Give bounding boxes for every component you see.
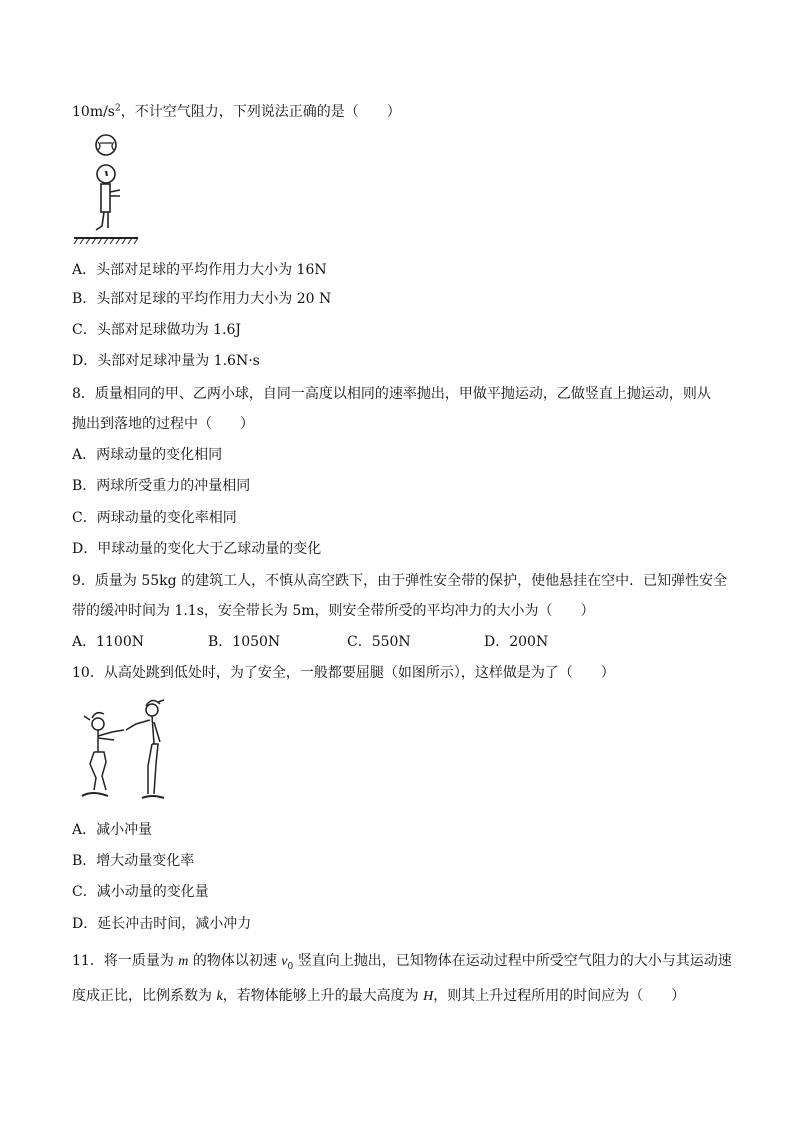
q11-l1-b: 的物体以初速 (188, 953, 282, 969)
q8-option-c: C．两球动量的变化率相同 (72, 510, 237, 526)
q7-option-b: B．头部对足球的平均作用力大小为 20 N (72, 291, 332, 307)
q11-stem-line1 (72, 952, 732, 976)
q7-intro-prefix: 10m/s (72, 104, 115, 120)
q9-stem-line2: 带的缓冲时间为 1.1s，安全带长为 5m，则安全带所受的平均冲力的大小为（ ） (72, 603, 595, 619)
q7-option-c: C．头部对足球做功为 1.6J (72, 322, 242, 338)
q7-intro-suffix: ，不计空气阻力，下列说法正确的是（ ） (120, 104, 401, 120)
q9-stem-line1: 9．质量为 55kg 的建筑工人，不慎从高空跌下，由于弹性安全带的保护，使他悬挂在空中．已知弹性安全 (72, 573, 728, 589)
q11-var-k: k (216, 989, 223, 1004)
q8-option-a: A．两球动量的变化相同 (72, 447, 223, 463)
q10-option-a: A．减小冲量 (72, 822, 153, 838)
q11-var-v-sub: 0 (287, 961, 294, 972)
q11-l2-b: ，若物体能够上升的最大高度为 (222, 988, 424, 1004)
q7-intro-sup: 2 (115, 103, 121, 114)
q10-option-b: B．增大动量变化率 (72, 853, 195, 869)
jumping-figure (78, 698, 184, 802)
q9-option-a: A．1100N (72, 634, 144, 650)
q8-option-d: D．甲球动量的变化大于乙球动量的变化 (72, 541, 322, 557)
q10-option-d: D．延长冲击时间，减小冲力 (72, 916, 252, 932)
q11-l1-c: 竖直向上抛出，已知物体在运动过程中所受空气阻力的大小与其运动速 (293, 953, 732, 969)
q7-option-d: D．头部对足球冲量为 1.6N·s (72, 353, 260, 369)
q7-intro-line (72, 103, 401, 121)
q11-var-m: m (178, 954, 189, 969)
q9-option-b: B．1050N (208, 634, 281, 650)
q8-stem-line2: 抛出到落地的过程中（ ） (72, 416, 254, 432)
q9-option-d: D．200N (484, 634, 549, 650)
q9-option-c: C．550N (347, 634, 411, 650)
ball-icon (96, 135, 116, 155)
q11-l2-c: ，则其上升过程所用的时间应为（ ） (433, 988, 686, 1004)
q10-stem: 10．从高处跳到低处时，为了安全，一般都要屈腿（如图所示），这样做是为了（ ） (72, 665, 615, 681)
q9-options-row (72, 633, 732, 651)
q8-stem-line1: 8．质量相同的甲、乙两小球，自同一高度以相同的速率抛出，甲做平抛运动，乙做竖直上抛运动，则从 (72, 386, 711, 402)
q11-l1-a: 11．将一质量为 (72, 953, 179, 969)
q7-option-a: A．头部对足球的平均作用力大小为 16N (72, 262, 327, 278)
q8-option-b: B．两球所受重力的冲量相同 (72, 478, 251, 494)
q10-option-c: C．减小动量的变化量 (72, 884, 209, 900)
q11-var-h: H (423, 989, 434, 1004)
q11-var-v: v (281, 954, 288, 969)
q11-l2-a: 度成正比，比例系数为 (72, 988, 217, 1004)
header-figure (72, 132, 142, 244)
q11-stem-line2 (72, 987, 685, 1006)
